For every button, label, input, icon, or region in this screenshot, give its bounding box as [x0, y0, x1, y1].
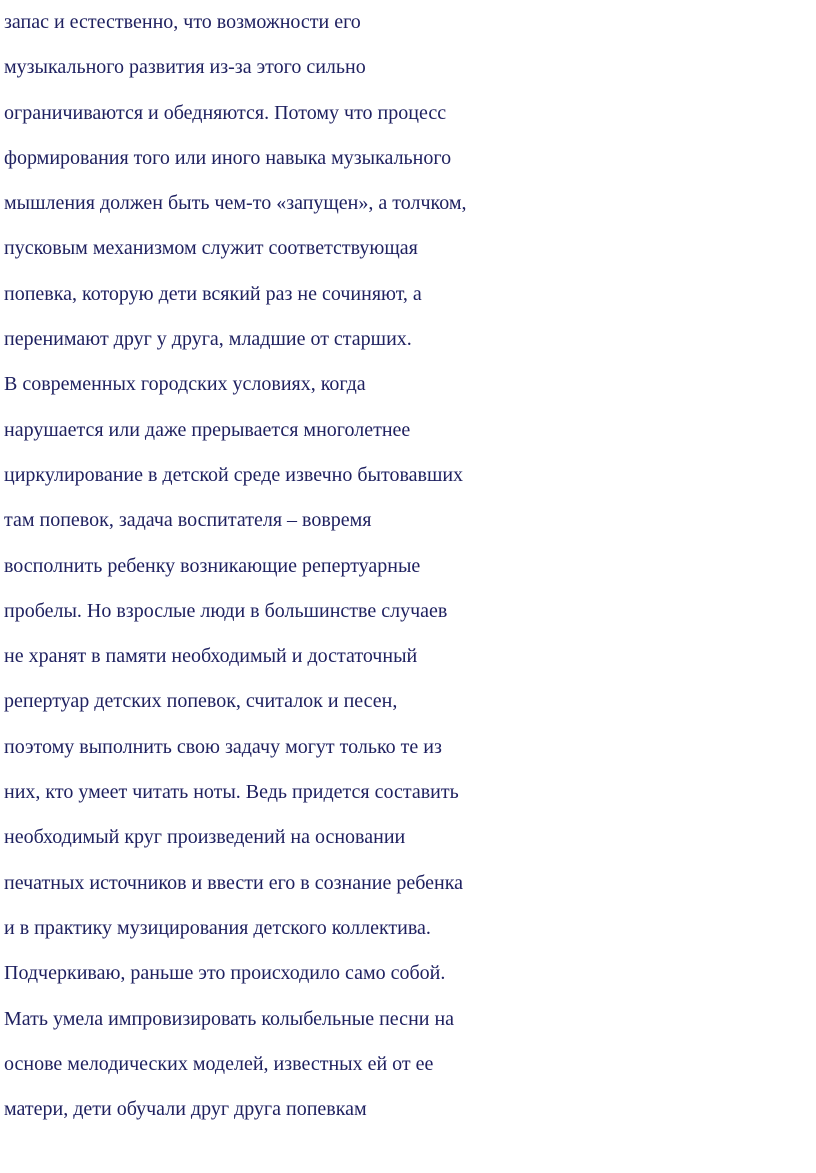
text-line: музыкального развития из-за этого сильно — [4, 56, 366, 79]
text-line: печатных источников и ввести его в сознание ребенка — [4, 871, 464, 894]
text-line: них, кто умеет читать ноты. Ведь придется составить — [4, 781, 459, 804]
text-line: В современных городских условиях, когда — [4, 373, 366, 396]
text-line: основе мелодических моделей, известных ей от ее — [4, 1052, 434, 1075]
text-line: репертуар детских попевок, считалок и песен, — [4, 690, 398, 713]
text-line: не хранят в памяти необходимый и достаточный — [4, 645, 418, 668]
text-line: поэтому выполнить свою задачу могут только те из — [4, 735, 442, 758]
text-line: восполнить ребенку возникающие репертуарные — [4, 554, 421, 577]
text-line: перенимают друг у друга, младшие от старших. — [4, 328, 412, 351]
document-page — [4, 0, 816, 1132]
text-line: мышления должен быть чем-то «запущен», а толчком, — [4, 192, 467, 215]
text-line: нарушается или даже прерывается многолетнее — [4, 418, 411, 441]
text-line: матери, дети обучали друг друга попевкам — [4, 1098, 367, 1121]
text-line: и в практику музицирования детского коллектива. — [4, 916, 431, 939]
text-line: Мать умела импровизировать колыбельные песни на — [4, 1007, 455, 1030]
text-line: необходимый круг произведений на основании — [4, 826, 406, 849]
text-line: там попевок, задача воспитателя – вовремя — [4, 509, 372, 532]
text-line: Подчеркиваю, раньше это происходило само собой. — [4, 962, 446, 985]
text-line: циркулирование в детской среде извечно бытовавших — [4, 463, 464, 486]
text-line: пробелы. Но взрослые люди в большинстве случаев — [4, 599, 448, 622]
text-line: попевка, которую дети всякий раз не сочиняют, а — [4, 282, 422, 305]
text-line: ограничиваются и обедняются. Потому что процесс — [4, 101, 447, 124]
text-line: пусковым механизмом служит соответствующая — [4, 237, 418, 260]
text-line: формирования того или иного навыка музыкального — [4, 146, 452, 169]
text-line: запас и естественно, что возможности его — [4, 11, 361, 33]
